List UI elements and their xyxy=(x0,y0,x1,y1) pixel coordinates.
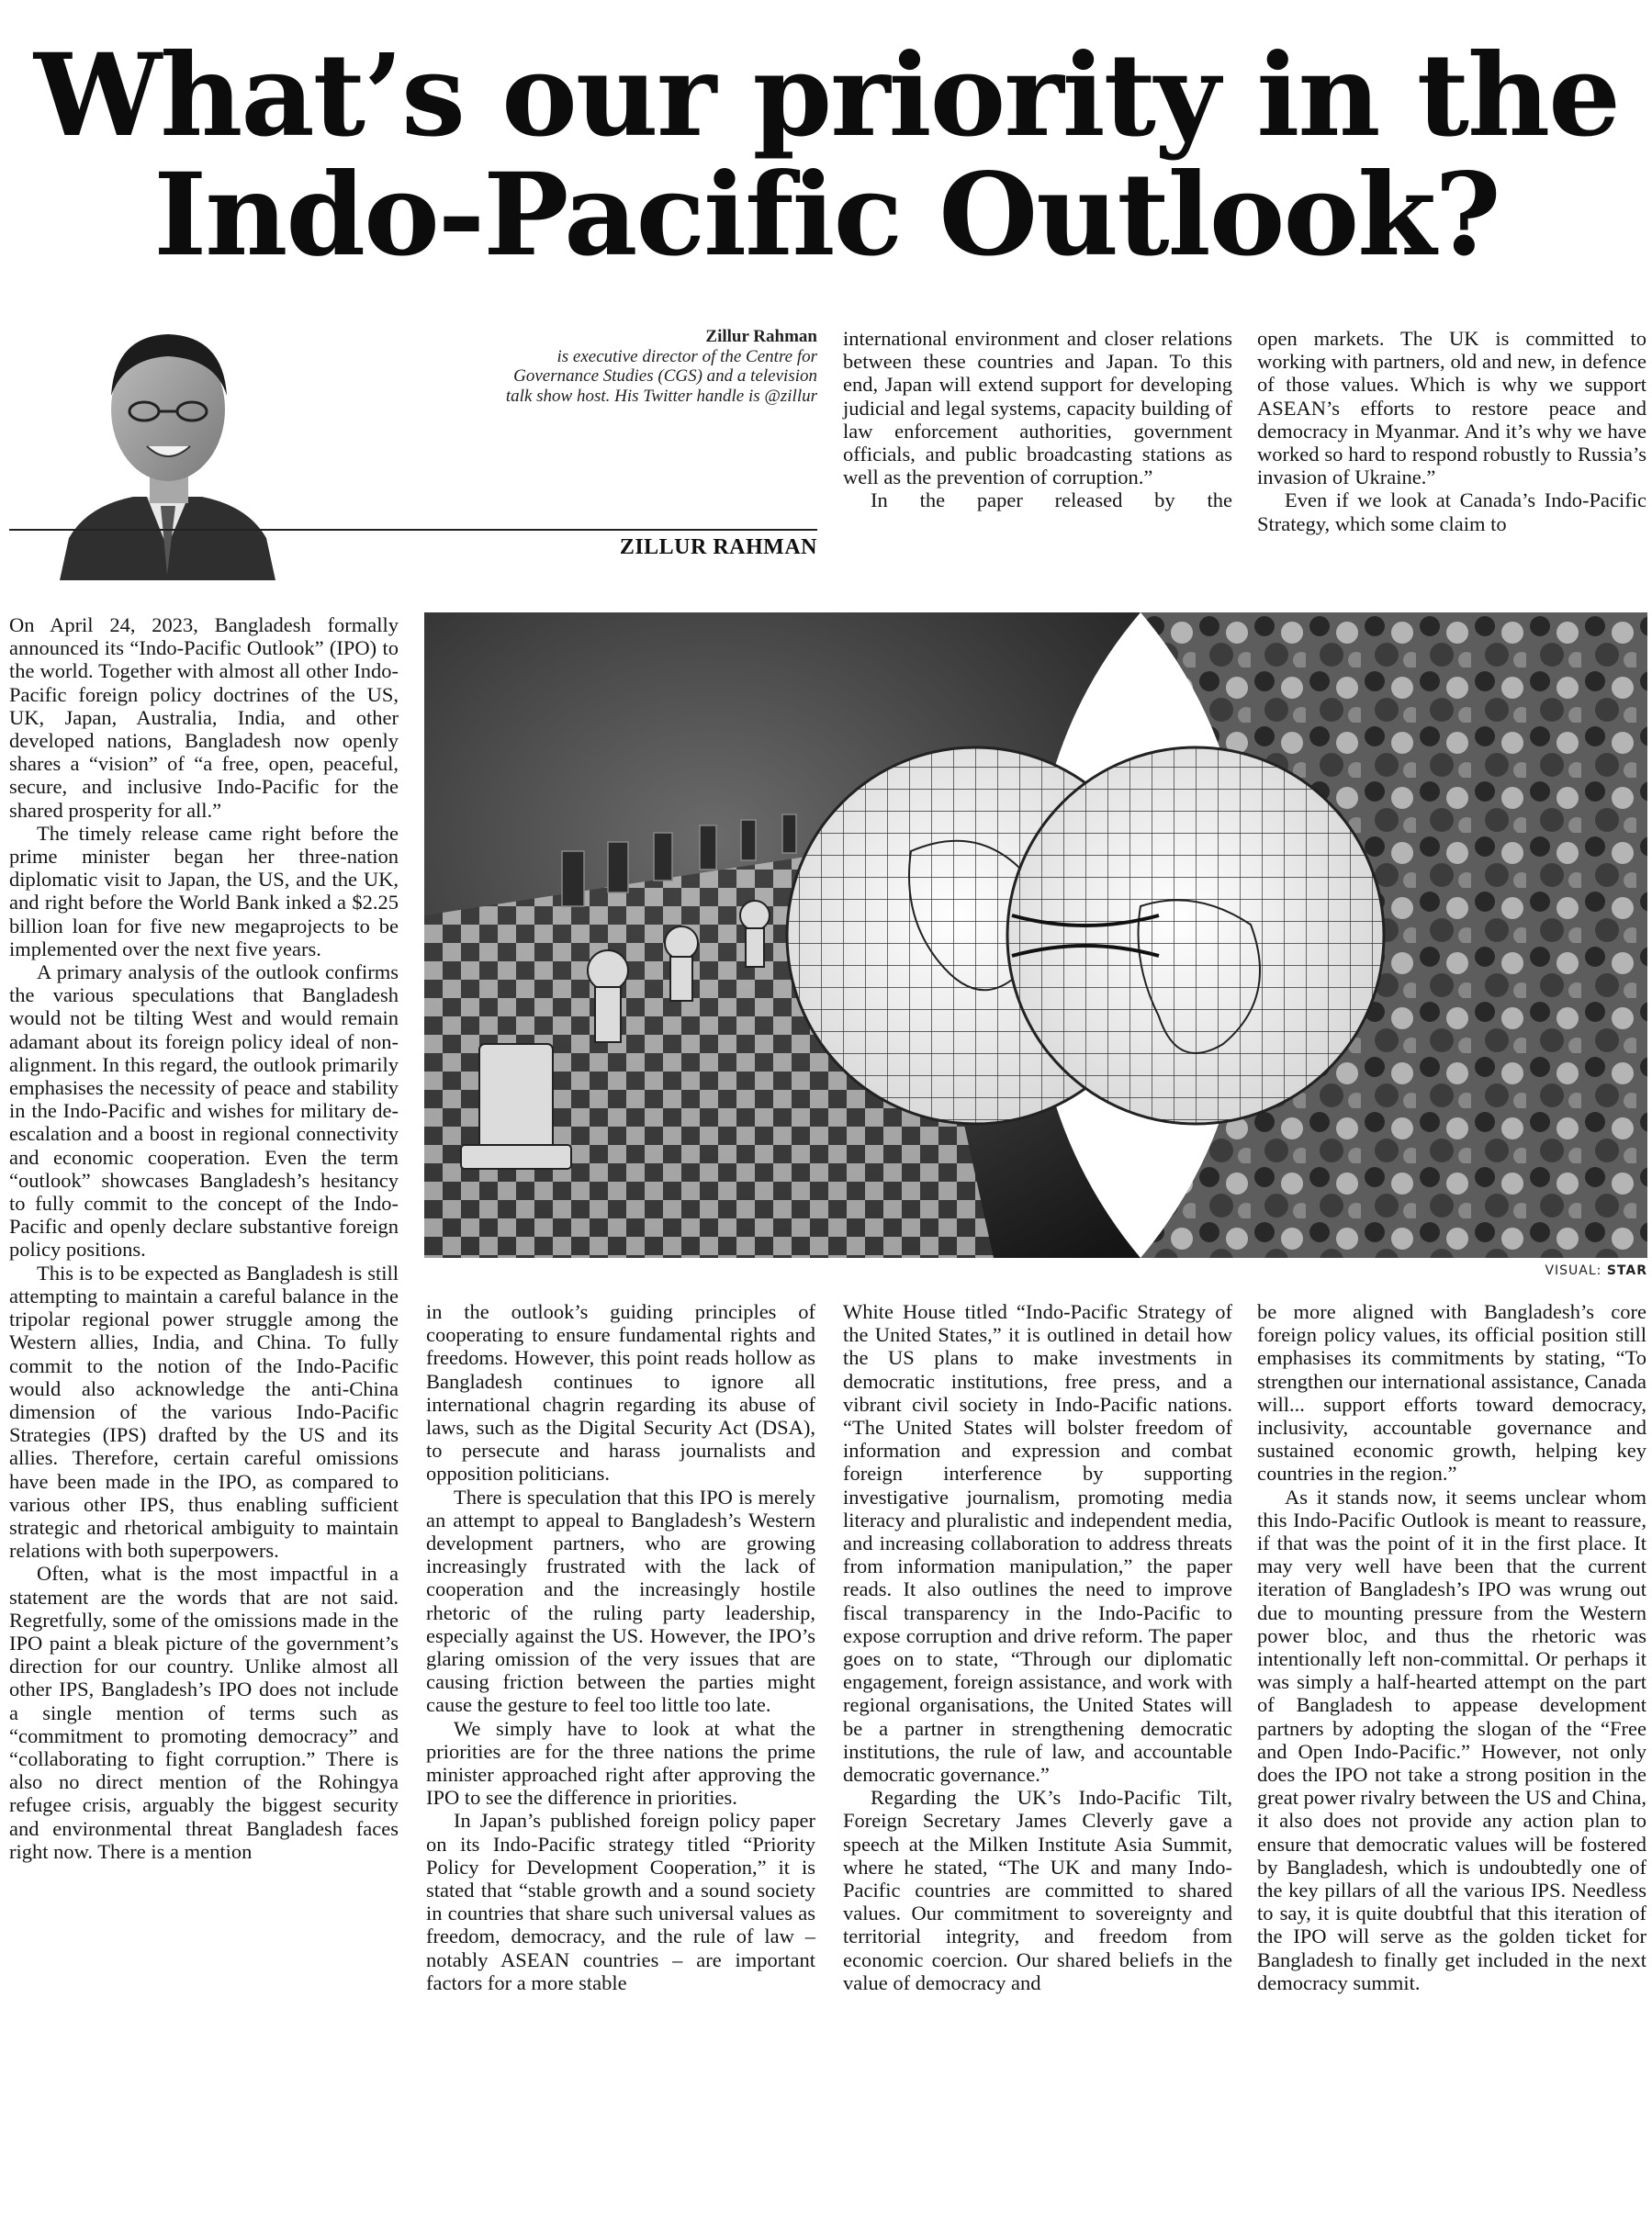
paragraph: Regarding the UK’s Indo-Pacific Tilt, Foreign Secretary James Cleverly gave a speech at the Milken Institute Asia Summit, where he stated, “The UK and many Indo-Pacific countries are committed to shared values. Our commitment to sovereignty and territorial integrity, and freedom from economic coercion. Our shared beliefs in the value of democracy and xyxy=(843,1786,1232,1994)
article-column-4-top xyxy=(1257,327,1646,535)
paragraph: Often, what is the most impactful in a statement are the words that are not said. Regretfully, some of the omissions made in the IPO paint a bleak picture of the government’s direction for our country. Unlike almost all other IPS, Bangladesh’s IPO does not include a single mention of terms such as “commitment to promoting democracy” and “collaborating to fight corruption.” There is also no direct mention of the Rohingya refugee crisis, arguably the biggest security and environmental threat Bangladesh faces right now. There is a mention xyxy=(9,1562,399,1863)
paragraph: international environment and closer relations between these countries and Japan. To this end, Japan will extend support for developing judicial and legal systems, capacity building of law enforcement authorities, government officials, and public broadcasting stations as well as the prevention of corruption.” xyxy=(843,327,1232,489)
paragraph: open markets. The UK is committed to working with partners, old and new, in defence of those values. Which is why we support ASEAN’s efforts to restore peace and democracy in Myanmar. And it’s why we have worked so hard to respond robustly to Russia’s invasion of Ukraine.” xyxy=(1257,327,1646,489)
image-credit xyxy=(1506,1263,1647,1278)
paragraph: There is speculation that this IPO is merely an attempt to appeal to Bangladesh’s Western development partners, who are growing increasingly frustrated with the lack of cooperation and the increasingly hostile rhetoric of the ruling party leadership, especially against the US. However, the IPO’s glaring omission of the very issues that are causing friction between the parties might cause the gesture to feel too little too late. xyxy=(426,1485,815,1717)
article-column-1 xyxy=(9,613,399,1863)
paragraph: White House titled “Indo-Pacific Strategy of the United States,” it is outlined in detail how the US plans to make investments in democratic institutions, free press, and a vibrant civil society in Indo-Pacific nations. “The United States will bolster freedom of information and expression and combat foreign interference by supporting investigative journalism, promoting media literacy and pluralistic and independent media, and increasing collaboration to address threats from information manipulation,” the paper reads. It also outlines the need to improve fiscal transparency in the Indo-Pacific to expose corruption and drive reform. The paper goes on to state, “Through our diplomatic engagement, foreign assistance, and work with regional organisations, the United States will be a partner in strengthening democratic institutions, the rule of law, and accountable democratic governance.” xyxy=(843,1300,1232,1787)
byline-rule xyxy=(9,529,817,531)
article-column-2 xyxy=(426,1300,815,1994)
byline: ZILLUR RAHMAN xyxy=(619,535,817,559)
author-name: Zillur Rahman xyxy=(705,327,817,346)
image-credit-source: STAR xyxy=(1606,1263,1647,1278)
paragraph: In the paper released by the xyxy=(871,488,1232,512)
paragraph: On April 24, 2023, Bangladesh formally announced its “Indo-Pacific Outlook” (IPO) to the world. Together with almost all other Indo-Pacific foreign policy doctrines of the US, UK, Japan, Australia, India, and other developed nations, Bangladesh now openly shares a “vision” of “a free, open, peaceful, secure, and inclusive Indo-Pacific for the shared prosperity for all.” xyxy=(9,613,399,822)
paragraph: Even if we look at Canada’s Indo-Pacific Strategy, which some claim to xyxy=(1257,488,1646,535)
article-illustration xyxy=(424,612,1647,1258)
paragraph: be more aligned with Bangladesh’s core foreign policy values, its official position still emphasises its commitments by stating, “To strengthen our international assistance, Canada will... support efforts toward democracy, inclusivity, accountable governance and sustained economic growth, helping key countries in the region.” xyxy=(1257,1300,1646,1486)
article-column-3-top xyxy=(843,327,1232,512)
paragraph: We simply have to look at what the priorities are for the three nations the prime minister approached right after approving the IPO to see the difference in priorities. xyxy=(426,1716,815,1810)
article-column-3-bottom xyxy=(843,1300,1232,1994)
paragraph: The timely release came right before the prime minister began her three-nation diplomatic visit to Japan, the US, and the UK, and right before the World Bank inked a $2.25 billion loan for five new megaprojects to be implemented over the next five years. xyxy=(9,821,399,960)
author-bio-text: is executive director of the Centre for Governance Studies (CGS) and a television talk show host. His Twitter handle is @zillur xyxy=(505,346,817,406)
paragraph: As it stands now, it seems unclear whom this Indo-Pacific Outlook is meant to reassure, if that was the point of it in the first place. It may very well have been that the current iteration of Bangladesh’s IPO was wrung out due to mounting pressure from the Western power bloc, and thus the rhetoric was intentionally left non-committal. Or perhaps it was simply a half-hearted attempt on the part of Bangladesh to appease development partners by adopting the slogan of the “Free and Open Indo-Pacific.” However, not only does the IPO not take a strong position in the great power rivalry between the US and China, it also does not provide any action plan to ensure that democratic values will be fostered by Bangladesh, which is undoubtedly one of the key pillars of all the various IPS. Needless to say, it is quite doubtful that this iteration of the IPO will serve as the golden ticket for Bangladesh to finally get included in the next democracy summit. xyxy=(1257,1485,1646,1994)
paragraph: In Japan’s published foreign policy paper on its Indo-Pacific strategy titled “Priority Policy for Development Cooperation,” it is stated that “stable growth and a sound society in countries that share such universal values as freedom, democracy, and the rule of law – notably ASEAN countries – are important factors for a more stable xyxy=(426,1809,815,1994)
article-column-4-bottom xyxy=(1257,1300,1646,1994)
author-bio xyxy=(496,327,817,406)
headline: What’s our priority in the Indo-Pacific Outlook? xyxy=(33,29,1620,282)
paragraph: A primary analysis of the outlook confirms the various speculations that Bangladesh would not be tilting West and would remain adamant about its foreign policy ideal of non-alignment. In this regard, the outlook primarily emphasises the necessity of peace and stability in the Indo-Pacific and wishes for military de-escalation and a boost in regional connectivity and economic cooperation. Even the term “outlook” showcases Bangladesh’s hesitancy to fully commit to the concept of the Indo-Pacific and openly declare substantive foreign policy positions. xyxy=(9,960,399,1262)
image-credit-label: VISUAL: xyxy=(1545,1263,1602,1278)
globe-right xyxy=(1007,747,1384,1124)
paragraph: in the outlook’s guiding principles of cooperating to ensure fundamental rights and freedoms. However, this point reads hollow as Bangladesh continues to ignore all international chagrin regarding its abuse of laws, such as the Digital Security Act (DSA), to persecute and harass journalists and opposition politicians. xyxy=(426,1300,815,1486)
author-photo xyxy=(60,309,275,580)
paragraph: This is to be expected as Bangladesh is still attempting to maintain a careful balance in the tripolar regional power struggle among the Western allies, India, and China. To fully commit to the notion of the Indo-Pacific would also acknowledge the anti-China dimension of the various Indo-Pacific Strategies (IPS) drafted by the US and its allies. Therefore, certain careful omissions have been made in the IPO, as compared to various other IPS, thus enabling sufficient strategic and rhetorical ambiguity to maintain relations with both superpowers. xyxy=(9,1261,399,1563)
